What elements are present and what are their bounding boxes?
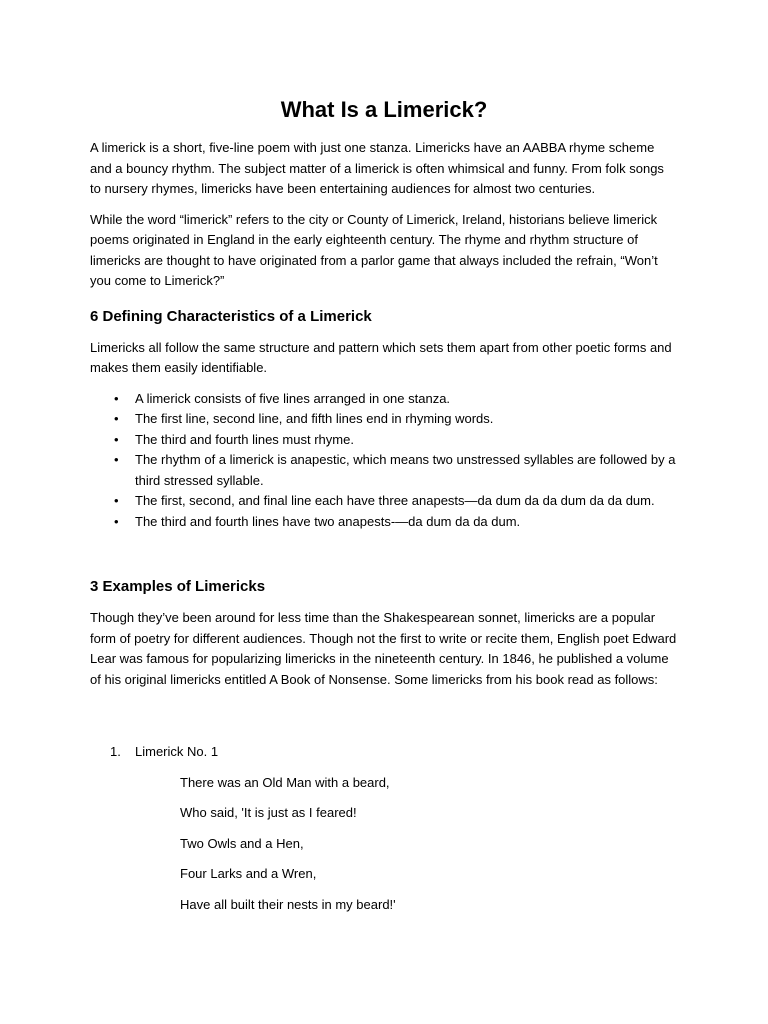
list-item-text: The third and fourth lines must rhyme.	[135, 431, 354, 447]
poem-line-5: Have all built their nests in my beard!'	[180, 896, 396, 912]
list-item-text: The rhythm of a limerick is anapestic, which means two unstressed syllables are followed by a third stressed syllable.	[135, 452, 676, 488]
list-item	[90, 450, 678, 491]
bullet-icon: •	[114, 513, 119, 529]
page-title: What Is a Limerick?	[280, 97, 488, 122]
example-number: 1.	[110, 744, 121, 759]
list-item-text: The first, second, and final line each have three anapests—da dum da da dum da da dum.	[135, 493, 655, 508]
characteristics-list	[90, 389, 678, 533]
list-item	[90, 430, 678, 451]
intro-paragraph-1: A limerick is a short, five-line poem with just one stanza. Limericks have an AABBA rhyme scheme and a bouncy rhythm. The subject matter of a limerick is often whimsical and funny. From folk songs to nursery rhymes, limericks have been entertaining audiences for almost two centuries.	[90, 140, 664, 196]
list-item	[90, 491, 678, 512]
intro-paragraph-2: While the word “limerick” refers to the city or County of Limerick, Ireland, historians believe limerick poems originated in England in the early eighteenth century. The rhyme and rhythm structure of limericks are thought to have originated from a parlor game that always included the refrain, “Won’t you come to Limerick?”	[90, 211, 658, 288]
examples-lead: Though they’ve been around for less time than the Shakespearean sonnet, limericks are a popular form of poetry for different audiences. Though not the first to write or recite them, English poet Edward Lear was famous for popularizing limericks in the nineteenth century. In 1846, he published a volume of his original limericks entitled A Book of Nonsense. Some limericks from his book read as follows:	[90, 610, 677, 687]
example-label: Limerick No. 1	[135, 744, 219, 759]
bullet-icon: •	[114, 493, 119, 508]
bullet-icon: •	[114, 452, 119, 467]
examples-heading: 3 Examples of Limericks	[90, 578, 266, 595]
poem-line-1: There was an Old Man with a beard,	[180, 774, 390, 790]
poem-line-4: Four Larks and a Wren,	[180, 866, 317, 881]
spacer	[90, 700, 678, 742]
list-item-text: The first line, second line, and fifth lines end in rhyming words.	[135, 411, 494, 426]
list-item-text: A limerick consists of five lines arranged in one stanza.	[135, 390, 451, 406]
list-item	[90, 409, 678, 430]
bullet-icon: •	[114, 411, 119, 426]
list-item	[90, 512, 678, 533]
list-item	[90, 389, 678, 410]
spacer	[90, 532, 678, 562]
example-item-1	[90, 742, 678, 763]
bullet-icon: •	[114, 431, 119, 447]
characteristics-heading: 6 Defining Characteristics of a Limerick	[90, 307, 372, 325]
poem-line-3: Two Owls and a Hen,	[180, 835, 304, 851]
bullet-icon: •	[114, 390, 119, 406]
characteristics-lead: Limericks all follow the same structure and pattern which sets them apart from other poetic forms and makes them easily identifiable.	[90, 339, 672, 375]
poem-line-2: Who said, 'It is just as I feared!	[180, 805, 357, 820]
list-item-text: The third and fourth lines have two anapests-—da dum da da dum.	[135, 513, 521, 529]
